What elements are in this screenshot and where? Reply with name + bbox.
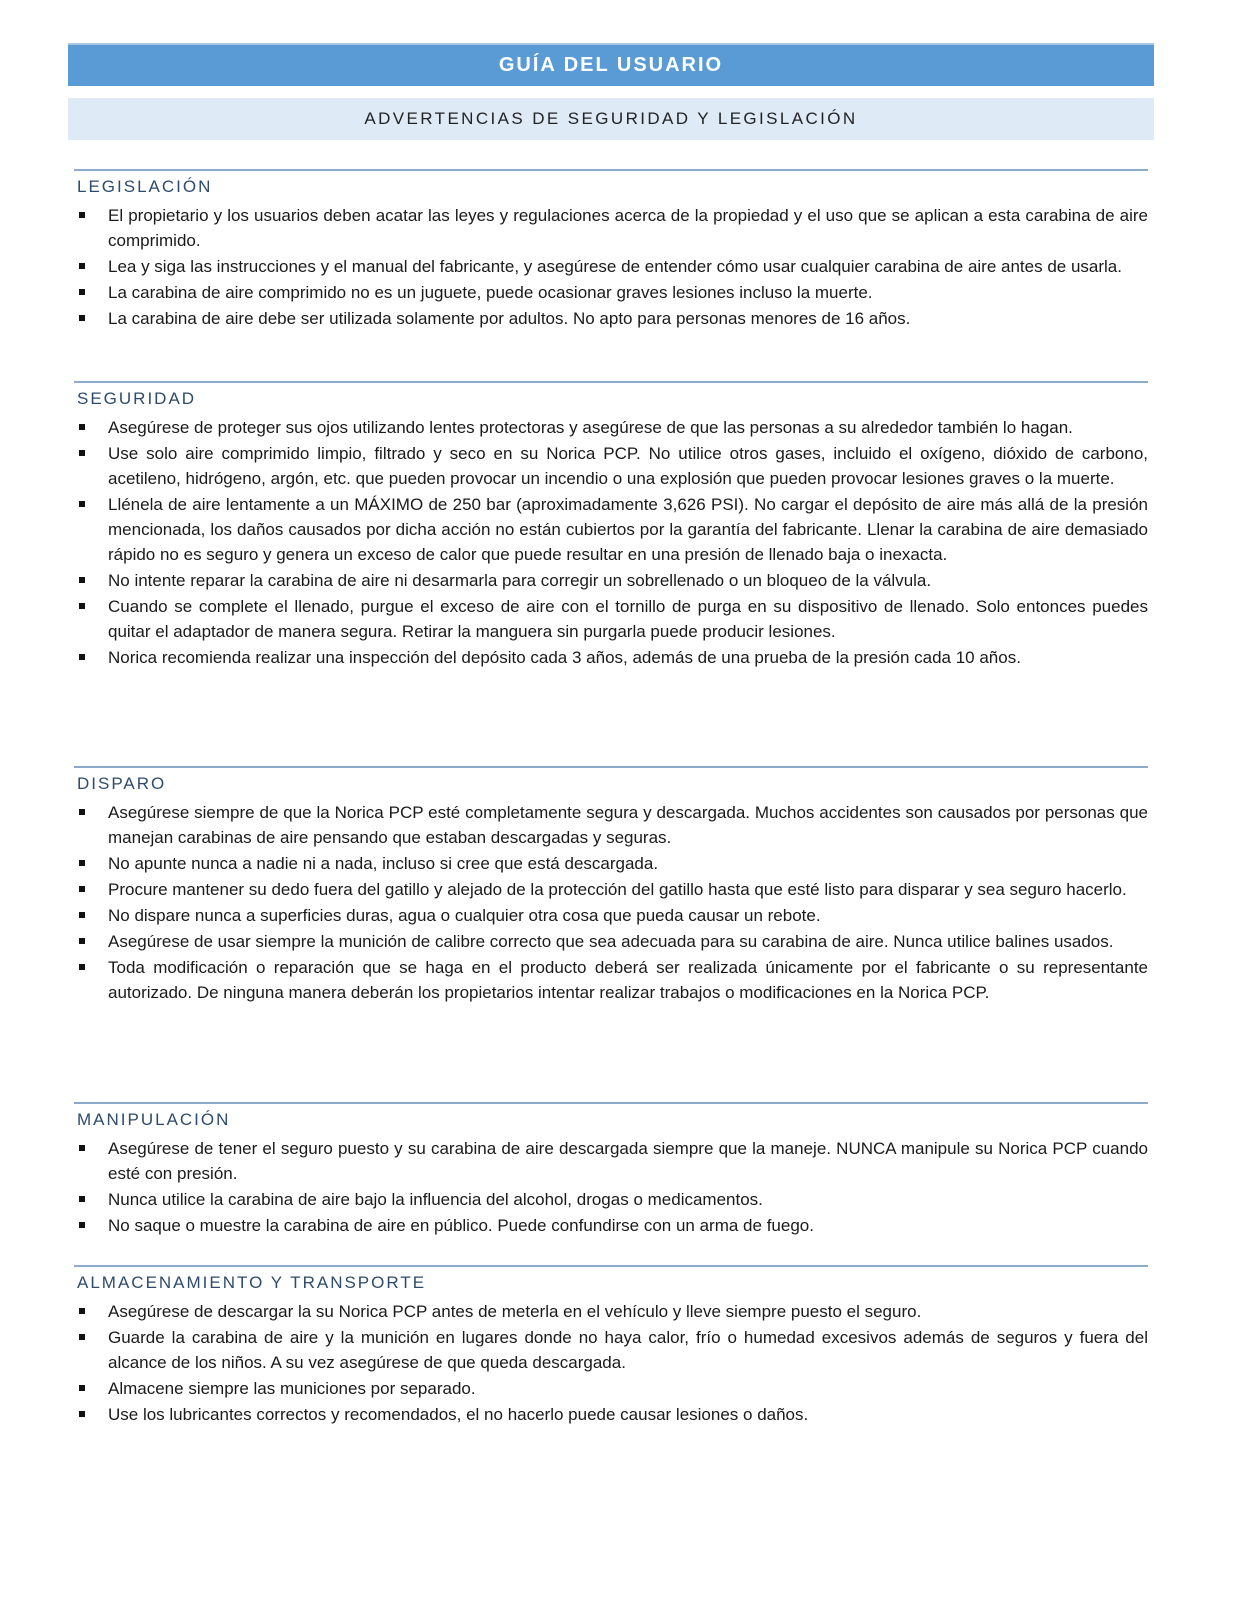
list-item: Asegúrese de tener el seguro puesto y su carabina de aire descargada siempre que la maneje. NUNCA manipule su Norica PCP cuando esté con presión. bbox=[74, 1136, 1148, 1186]
section-heading: LEGISLACIÓN bbox=[77, 177, 213, 196]
square-bullet-icon bbox=[79, 212, 85, 218]
list-item: Cuando se complete el llenado, purgue el exceso de aire con el tornillo de purga en su dispositivo de llenado. Solo entonces puedes quitar el adaptador de manera segura. Retirar la manguera sin purgarla puede producir lesiones. bbox=[74, 594, 1148, 644]
square-bullet-icon bbox=[79, 289, 85, 295]
list-item: Asegúrese de descargar la su Norica PCP antes de meterla en el vehículo y lleve siempre puesto el seguro. bbox=[74, 1299, 1148, 1324]
square-bullet-icon bbox=[79, 1145, 85, 1151]
section-divider bbox=[74, 766, 1148, 768]
list-item: Almacene siempre las municiones por separado. bbox=[74, 1376, 1148, 1401]
section-divider bbox=[74, 169, 1148, 171]
list-item: No dispare nunca a superficies duras, agua o cualquier otra cosa que pueda causar un rebote. bbox=[74, 903, 1148, 928]
square-bullet-icon bbox=[79, 1222, 85, 1228]
document-subtitle: ADVERTENCIAS DE SEGURIDAD Y LEGISLACIÓN bbox=[364, 109, 858, 128]
list-item: La carabina de aire comprimido no es un juguete, puede ocasionar graves lesiones incluso la muerte. bbox=[74, 280, 1148, 305]
list-item: Lea y siga las instrucciones y el manual del fabricante, y asegúrese de entender cómo usar cualquier carabina de aire antes de usarla. bbox=[74, 254, 1148, 279]
square-bullet-icon bbox=[79, 912, 85, 918]
list-item: Asegúrese siempre de que la Norica PCP esté completamente segura y descargada. Muchos accidentes son causados por personas que manejan carabinas de aire pensando que estaban descargadas y seguras. bbox=[74, 800, 1148, 850]
section-heading: DISPARO bbox=[77, 774, 167, 793]
square-bullet-icon bbox=[79, 315, 85, 321]
square-bullet-icon bbox=[79, 964, 85, 970]
square-bullet-icon bbox=[79, 654, 85, 660]
list-item: Toda modificación o reparación que se haga en el producto deberá ser realizada únicamente por el fabricante o su representante autorizado. De ninguna manera deberán los propietarios intentar realizar trabajos o modificaciones en la Norica PCP. bbox=[74, 955, 1148, 1005]
square-bullet-icon bbox=[79, 1385, 85, 1391]
square-bullet-icon bbox=[79, 450, 85, 456]
list-item: Asegúrese de proteger sus ojos utilizando lentes protectoras y asegúrese de que las personas a su alrededor también lo hagan. bbox=[74, 415, 1148, 440]
section-heading: MANIPULACIÓN bbox=[77, 1110, 231, 1129]
section-heading: SEGURIDAD bbox=[77, 389, 197, 408]
bullet-list bbox=[74, 1136, 1148, 1239]
square-bullet-icon bbox=[79, 501, 85, 507]
list-item: Nunca utilice la carabina de aire bajo la influencia del alcohol, drogas o medicamentos. bbox=[74, 1187, 1148, 1212]
square-bullet-icon bbox=[79, 938, 85, 944]
bullet-list bbox=[74, 1299, 1148, 1428]
section-heading: ALMACENAMIENTO Y TRANSPORTE bbox=[77, 1273, 427, 1292]
list-item: Guarde la carabina de aire y la munición en lugares donde no haya calor, frío o humedad excesivos además de seguros y fuera del alcance de los niños. A su vez asegúrese de que queda descargada. bbox=[74, 1325, 1148, 1375]
square-bullet-icon bbox=[79, 603, 85, 609]
square-bullet-icon bbox=[79, 860, 85, 866]
list-item: La carabina de aire debe ser utilizada solamente por adultos. No apto para personas menores de 16 años. bbox=[74, 306, 1148, 331]
square-bullet-icon bbox=[79, 424, 85, 430]
list-item: Procure mantener su dedo fuera del gatillo y alejado de la protección del gatillo hasta que esté listo para disparar y sea seguro hacerlo. bbox=[74, 877, 1148, 902]
document-title-bar bbox=[68, 43, 1154, 86]
section-divider bbox=[74, 1102, 1148, 1104]
document-title: GUÍA DEL USUARIO bbox=[498, 54, 724, 76]
section-divider bbox=[74, 1265, 1148, 1267]
list-item: Asegúrese de usar siempre la munición de calibre correcto que sea adecuada para su carabina de aire. Nunca utilice balines usados. bbox=[74, 929, 1148, 954]
bullet-list bbox=[74, 203, 1148, 332]
list-item: No apunte nunca a nadie ni a nada, incluso si cree que está descargada. bbox=[74, 851, 1148, 876]
bullet-list bbox=[74, 415, 1148, 671]
square-bullet-icon bbox=[79, 263, 85, 269]
list-item: No intente reparar la carabina de aire ni desarmarla para corregir un sobrellenado o un bloqueo de la válvula. bbox=[74, 568, 1148, 593]
list-item: El propietario y los usuarios deben acatar las leyes y regulaciones acerca de la propiedad y el uso que se aplican a esta carabina de aire comprimido. bbox=[74, 203, 1148, 253]
document-subtitle-bar bbox=[68, 98, 1154, 140]
list-item: Use solo aire comprimido limpio, filtrado y seco en su Norica PCP. No utilice otros gases, incluido el oxígeno, dióxido de carbono, acetileno, hidrógeno, argón, etc. que pueden provocar un incendio o una explosión que pueden provocar lesiones graves o la muerte. bbox=[74, 441, 1148, 491]
square-bullet-icon bbox=[79, 1308, 85, 1314]
square-bullet-icon bbox=[79, 1334, 85, 1340]
list-item: Use los lubricantes correctos y recomendados, el no hacerlo puede causar lesiones o daños. bbox=[74, 1402, 1148, 1427]
section-divider bbox=[74, 381, 1148, 383]
square-bullet-icon bbox=[79, 1196, 85, 1202]
square-bullet-icon bbox=[79, 577, 85, 583]
list-item: Llénela de aire lentamente a un MÁXIMO de 250 bar (aproximadamente 3,626 PSI). No cargar el depósito de aire más allá de la presión mencionada, los daños causados por dicha acción no están cubiertos por la garantía del fabricante. Llenar la carabina de aire demasiado rápido no es seguro y genera un exceso de calor que puede resultar en una presión de llenado baja o inexacta. bbox=[74, 492, 1148, 567]
list-item: No saque o muestre la carabina de aire en público. Puede confundirse con un arma de fuego. bbox=[74, 1213, 1148, 1238]
square-bullet-icon bbox=[79, 886, 85, 892]
list-item: Norica recomienda realizar una inspección del depósito cada 3 años, además de una prueba de la presión cada 10 años. bbox=[74, 645, 1148, 670]
square-bullet-icon bbox=[79, 809, 85, 815]
bullet-list bbox=[74, 800, 1148, 1006]
square-bullet-icon bbox=[79, 1411, 85, 1417]
